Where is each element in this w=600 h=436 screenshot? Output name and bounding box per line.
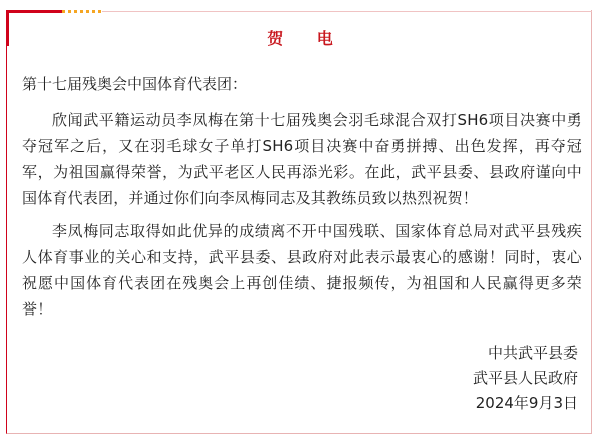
paragraph-congratulations: 欣闻武平籍运动员李凤梅在第十七届残奥会羽毛球混合双打SH6项目决赛中勇夺冠军之后，又在羽毛球女子单打SH6项目决赛中奋勇拼搏、出色发挥，再夺冠军，为祖国赢得荣誉，为武平老区人民再添光彩。在此，武平县委、县政府谨向中国体育代表团，并通过你们向李凤梅同志及其教练员致以热烈祝贺！ — [22, 111, 582, 207]
header-accent-bar — [6, 10, 62, 13]
header-divider-line — [102, 11, 592, 12]
salutation: 第十七届残奥会中国体育代表团： — [22, 75, 248, 93]
paragraph-thanks: 李凤梅同志取得如此优异的成绩离不开中国残联、国家体育总局对武平县残疾人体育事业的关心和支持，武平县委、县政府对此表示最衷心的感谢！同时，衷心祝愿中国体育代表团在残奥会上再创佳绩、捷报频传，为祖国和人民赢得更多荣誉！ — [22, 222, 582, 318]
signature-party-committee: 中共武平县委 — [487, 344, 578, 362]
signature-date: 2024年9月3日 — [475, 394, 578, 412]
document-title: 贺 电 — [267, 29, 347, 48]
header-dotted-accent — [62, 10, 102, 13]
signature-government: 武平县人民政府 — [472, 369, 578, 387]
